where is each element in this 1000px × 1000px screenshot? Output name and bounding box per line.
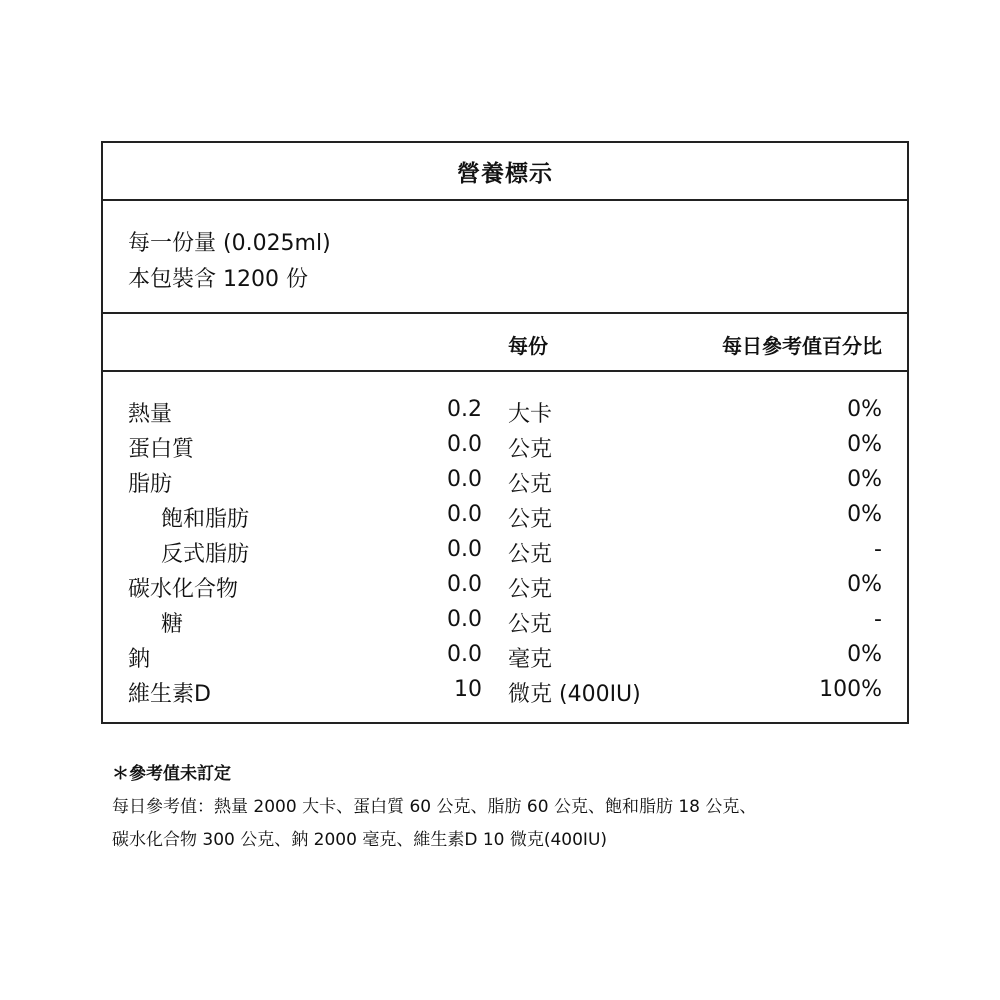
nutrient-value: 0.0 [447,467,482,492]
nutrient-unit: 大卡 [508,402,553,427]
nutrient-value: 10 [454,677,482,702]
nutrient-row [103,677,907,712]
nutrient-value: 0.2 [447,397,482,422]
nutrient-unit: 毫克 [508,647,553,672]
servings-per-package: 本包裝含 1200 份 [128,267,308,292]
column-header-row [103,314,907,372]
nutrient-value: 0.0 [447,572,482,597]
nutrient-daily-percent: 0% [847,502,882,527]
nutrient-name: 熱量 [128,402,173,427]
nutrient-daily-percent: 0% [847,397,882,422]
daily-reference-values-line-1: 每日參考值：熱量 2000 大卡、蛋白質 60 公克、脂肪 60 公克、飽和脂肪 18 公克、 [112,797,757,817]
nutrient-value: 0.0 [447,607,482,632]
nutrient-row [103,642,907,677]
nutrient-value: 0.0 [447,432,482,457]
nutrient-unit: 公克 [508,437,553,462]
nutrient-daily-percent: 0% [847,642,882,667]
nutrient-daily-percent: 0% [847,432,882,457]
nutrient-daily-percent: - [874,607,882,632]
serving-info [103,201,907,314]
nutrient-name: 碳水化合物 [128,577,239,602]
nutrient-daily-percent: 100% [819,677,882,702]
nutrient-name: 飽和脂肪 [161,507,250,532]
footnotes [112,758,912,857]
nutrient-subrow [103,502,907,537]
nutrient-unit: 公克 [508,507,553,532]
undetermined-reference-note: ＊參考值未訂定 [112,764,231,784]
nutrient-daily-percent: 0% [847,572,882,597]
per-serving-header: 每份 [508,334,548,358]
nutrient-daily-percent: - [874,537,882,562]
nutrient-name: 脂肪 [128,472,173,497]
nutrient-subrow [103,537,907,572]
label-title: 營養標示 [103,143,907,201]
nutrient-name: 蛋白質 [128,437,195,462]
nutrient-unit: 公克 [508,577,553,602]
nutrient-unit: 微克 (400IU) [508,682,641,707]
nutrient-name: 維生素D [128,682,211,707]
nutrient-value: 0.0 [447,502,482,527]
nutrient-row [103,432,907,467]
nutrient-name: 鈉 [128,647,151,672]
nutrient-row [103,397,907,432]
nutrient-value: 0.0 [447,537,482,562]
nutrient-subrow [103,607,907,642]
nutrient-unit: 公克 [508,472,553,497]
nutrient-name: 糖 [161,612,184,637]
nutrient-name: 反式脂肪 [161,542,250,567]
serving-size: 每一份量 (0.025ml) [128,231,331,256]
nutrient-value: 0.0 [447,642,482,667]
daily-value-header: 每日參考值百分比 [722,334,882,358]
nutrient-daily-percent: 0% [847,467,882,492]
nutrient-row [103,467,907,502]
nutrient-unit: 公克 [508,542,553,567]
nutrient-unit: 公克 [508,612,553,637]
nutrient-row [103,572,907,607]
daily-reference-values-line-2: 碳水化合物 300 公克、鈉 2000 毫克、維生素D 10 微克(400IU) [112,830,608,850]
nutrition-facts-label [101,141,909,724]
